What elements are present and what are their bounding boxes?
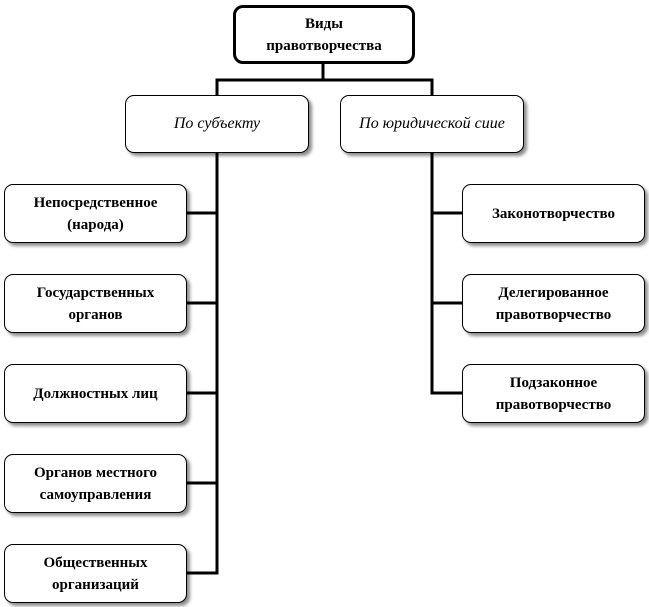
leaf-node-bylaw-lawmaking: Подзаконное правотворчество — [462, 364, 645, 423]
leaf-node-public-organizations: Общественных организаций — [4, 544, 187, 603]
branch-node-by-legal-force: По юридической сиие — [340, 95, 524, 153]
branch-node-by-subject: По субъекту — [125, 95, 309, 153]
leaf-node-lawmaking: Законотворчество — [462, 184, 645, 243]
leaf-node-state-bodies: Государственных органов — [4, 274, 187, 333]
leaf-node-local-self-government: Органов местного самоуправления — [4, 454, 187, 513]
root-node: Виды правотворчества — [233, 5, 415, 64]
leaf-node-officials: Должностных лиц — [4, 364, 187, 423]
leaf-node-delegated-lawmaking: Делегированное правотворчество — [462, 274, 645, 333]
leaf-node-direct-people: Непосредственное (народа) — [4, 184, 187, 243]
